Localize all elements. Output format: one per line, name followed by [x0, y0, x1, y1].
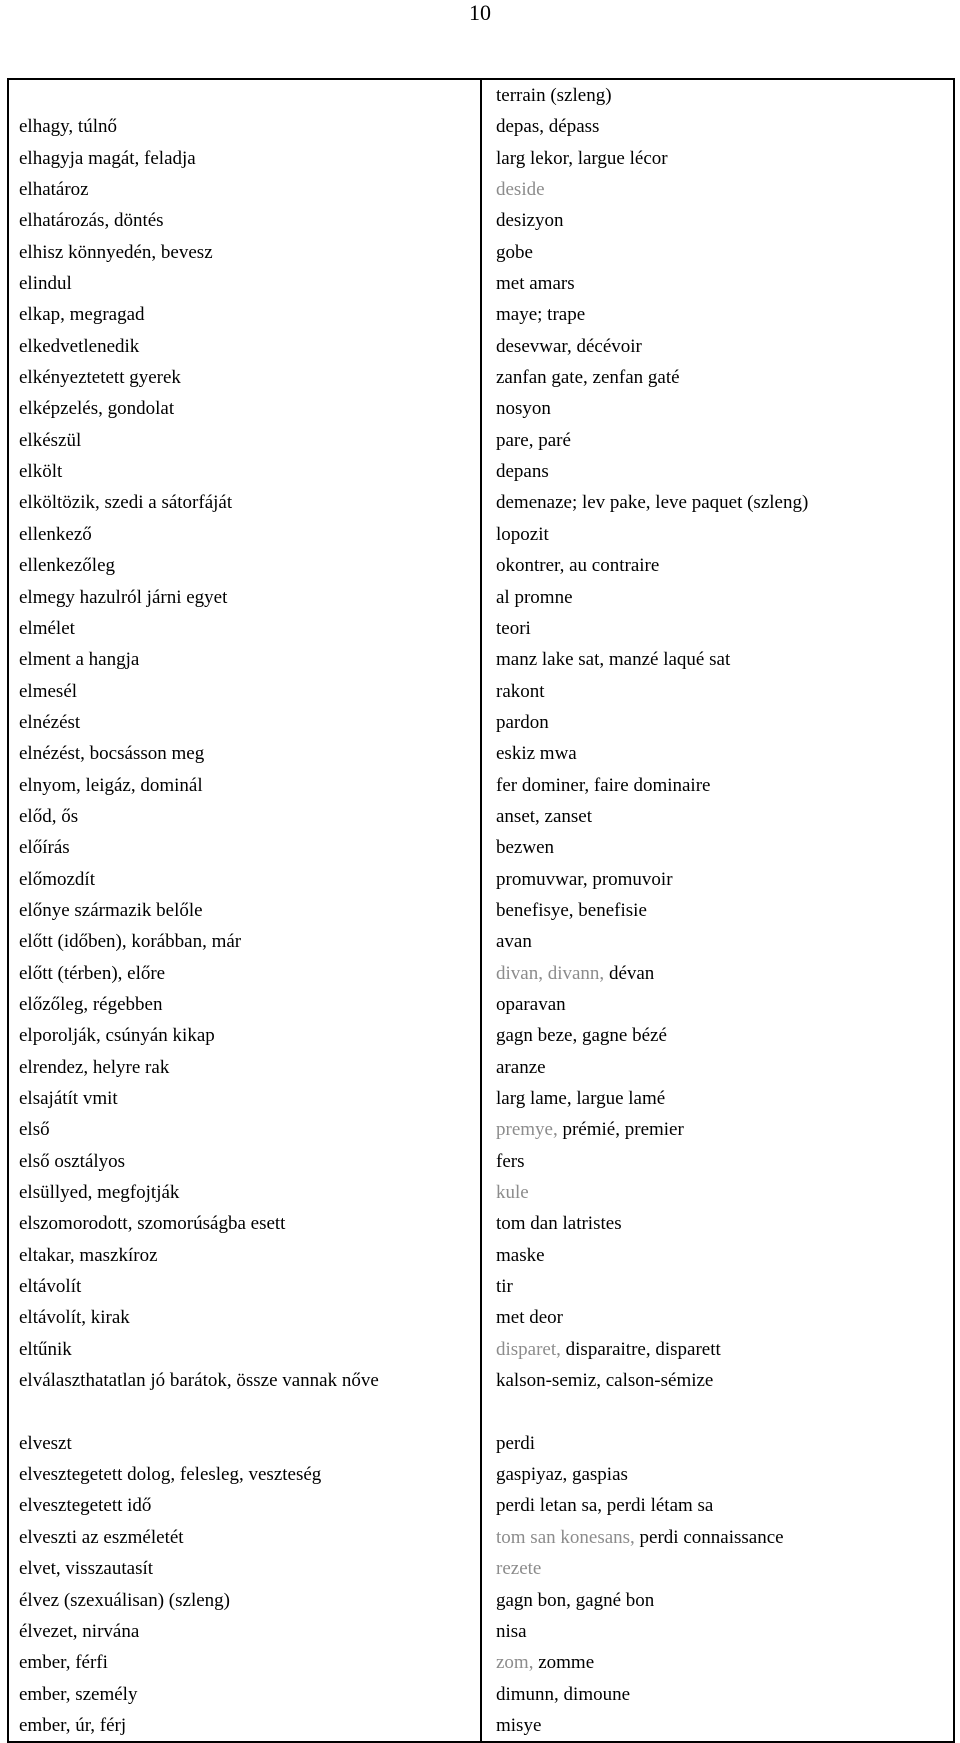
french-column — [481, 78, 955, 1743]
french-translation — [482, 1490, 953, 1521]
translation-segment-grey: tom san konesans, — [496, 1526, 635, 1548]
french-translation — [482, 1553, 953, 1584]
french-translation — [482, 1647, 953, 1678]
french-translation — [482, 1365, 953, 1428]
translation-segment: eskiz mwa — [496, 743, 577, 765]
translation-segment: depas, dépass — [496, 116, 600, 138]
translation-segment: oparavan — [496, 993, 566, 1015]
hungarian-term: elkényeztetett gyerek — [19, 367, 181, 389]
hungarian-term: élvez (szexuálisan) (szleng) — [19, 1589, 231, 1611]
hungarian-term: előnye származik belőle — [19, 899, 203, 921]
french-translation — [482, 1146, 953, 1177]
translation-segment-grey: rezete — [496, 1558, 542, 1580]
french-translation — [482, 1302, 953, 1333]
french-translation — [482, 1585, 953, 1616]
hungarian-term: elhagy, túlnő — [19, 116, 117, 138]
hungarian-term: elveszti az eszméletét — [19, 1526, 184, 1548]
hungarian-term: elképzelés, gondolat — [19, 398, 175, 420]
hungarian-term: előtt (térben), előre — [19, 962, 166, 984]
translation-segment: larg lame, largue lamé — [496, 1088, 666, 1109]
hungarian-term: elkölt — [19, 461, 63, 483]
translation-segment: aranze — [496, 1056, 546, 1078]
translation-segment: terrain (szleng) — [496, 85, 612, 106]
hungarian-term: első osztályos — [19, 1150, 126, 1172]
empty-cell — [9, 80, 480, 111]
french-translation — [482, 80, 953, 111]
hungarian-term: elnézést, bocsásson meg — [19, 743, 205, 765]
translation-segment: misye — [496, 1714, 542, 1736]
hungarian-term: elment a hangja — [19, 649, 140, 671]
translation-segment: met amars — [496, 273, 575, 295]
translation-segment: tir — [496, 1276, 513, 1298]
translation-segment: anset, zanset — [496, 805, 593, 827]
french-translation — [482, 1114, 953, 1145]
french-translation — [482, 205, 953, 236]
french-translation — [482, 425, 953, 456]
hungarian-term: elrendez, helyre rak — [19, 1056, 170, 1078]
translation-segment: nosyon — [496, 398, 551, 420]
french-translation — [482, 1334, 953, 1365]
french-translation — [482, 801, 953, 832]
translation-segment: promuvwar, promuvoir — [496, 868, 673, 890]
translation-segment: al promne — [496, 586, 573, 608]
hungarian-term: elsüllyed, megfojtják — [19, 1182, 180, 1204]
hungarian-term: elmélet — [19, 617, 75, 639]
hungarian-term: ember, férfi — [19, 1652, 108, 1674]
french-translation — [482, 832, 953, 863]
translation-segment: teori — [496, 617, 531, 639]
hungarian-term: előmozdít — [19, 868, 95, 890]
french-translation — [482, 676, 953, 707]
translation-segment: met deor — [496, 1307, 564, 1329]
translation-segment: nisa — [496, 1620, 527, 1642]
french-translation — [482, 487, 953, 518]
translation-segment: desizyon — [496, 210, 564, 232]
translation-segment-grey: divan, divann, — [496, 962, 605, 984]
hungarian-term: elkap, megragad — [19, 304, 145, 326]
french-translation — [482, 1710, 953, 1741]
hungarian-term: eltakar, maszkíroz — [19, 1244, 158, 1266]
hungarian-term: elválaszthatatlan jó barátok, össze vannak nőve — [19, 1370, 379, 1392]
french-translation — [482, 519, 953, 550]
translation-segment: larg lekor, largue lécor — [496, 147, 668, 169]
hungarian-term: eltávolít — [19, 1276, 82, 1298]
french-translation — [482, 1208, 953, 1239]
french-translation — [482, 770, 953, 801]
hungarian-term: elmegy hazulról járni egyet — [19, 586, 228, 608]
page-number: 10 — [469, 0, 491, 25]
hungarian-term: elkészül — [19, 429, 82, 451]
translation-segment: bezwen — [496, 837, 555, 859]
hungarian-column — [7, 78, 481, 1743]
translation-segment: demenaze; lev pake, leve paquet (szleng) — [496, 492, 809, 514]
french-translation — [482, 1679, 953, 1710]
translation-segment: kalson-semiz, calson-sémize — [496, 1370, 714, 1392]
translation-segment: desevwar, décévoir — [496, 335, 642, 357]
hungarian-term: elvesztegetett dolog, felesleg, veszteség — [19, 1464, 322, 1486]
hungarian-term: elindul — [19, 273, 72, 295]
french-translation — [482, 958, 953, 989]
translation-segment-grey: deside — [496, 179, 545, 201]
french-translation — [482, 268, 953, 299]
translation-segment: rakont — [496, 680, 545, 702]
hungarian-term: előírás — [19, 837, 70, 859]
translation-segment: pare, paré — [496, 429, 571, 451]
hungarian-term: elnézést — [19, 711, 81, 733]
translation-segment-grey: premye, — [496, 1119, 558, 1141]
french-translation — [482, 738, 953, 769]
french-translation — [482, 707, 953, 738]
translation-segment: benefisye, benefisie — [496, 899, 647, 921]
french-translation — [482, 989, 953, 1020]
french-translation — [482, 926, 953, 957]
hungarian-term: első — [19, 1119, 50, 1141]
translation-segment: fers — [496, 1150, 525, 1172]
translation-segment: prémié, premier — [557, 1119, 684, 1141]
hungarian-term: elhatároz — [19, 179, 89, 201]
hungarian-term: előzőleg, régebben — [19, 993, 163, 1015]
translation-segment: tom dan latristes — [496, 1213, 622, 1235]
translation-segment: gagn bon, gagné bon — [496, 1589, 655, 1611]
translation-segment: avan — [496, 931, 532, 953]
french-translation — [482, 1428, 953, 1459]
translation-segment: depans — [496, 461, 549, 483]
hungarian-term: ellenkezőleg — [19, 555, 116, 577]
translation-segment: gaspiyaz, gaspias — [496, 1464, 628, 1486]
hungarian-term: eltávolít, kirak — [19, 1307, 130, 1329]
hungarian-term: elnyom, leigáz, dominál — [19, 774, 203, 796]
translation-segment: perdi connaissance — [634, 1526, 784, 1548]
french-translation — [482, 456, 953, 487]
hungarian-term: elveszt — [19, 1432, 72, 1454]
french-translation — [482, 1240, 953, 1271]
french-translation — [482, 1459, 953, 1490]
hungarian-term: ember, úr, férj — [19, 1714, 127, 1736]
hungarian-term: ellenkező — [19, 523, 92, 545]
translation-segment: fer dominer, faire dominaire — [496, 774, 711, 796]
translation-segment-grey: kule — [496, 1182, 529, 1204]
hungarian-term: elsajátít vmit — [19, 1088, 118, 1109]
french-translation — [482, 613, 953, 644]
french-translation — [482, 393, 953, 424]
french-translation — [482, 1271, 953, 1302]
hungarian-term: elszomorodott, szomorúságba esett — [19, 1213, 286, 1235]
hungarian-term: élvezet, nirvána — [19, 1620, 140, 1642]
translation-segment: dimunn, dimoune — [496, 1683, 631, 1705]
hungarian-term: elhagyja magát, feladja — [19, 147, 196, 169]
translation-segment: gobe — [496, 241, 533, 263]
hungarian-term: elvet, visszautasít — [19, 1558, 154, 1580]
hungarian-term: elporolják, csúnyán kikap — [19, 1025, 215, 1047]
translation-segment: dévan — [604, 962, 655, 984]
translation-segment: zanfan gate, zenfan gaté — [496, 367, 680, 389]
translation-segment: perdi letan sa, perdi létam sa — [496, 1495, 714, 1517]
translation-segment-grey: zom, — [496, 1652, 534, 1674]
hungarian-term: elhatározás, döntés — [19, 210, 164, 232]
hungarian-term: előtt (időben), korábban, már — [19, 931, 242, 953]
french-translation — [482, 895, 953, 926]
translation-segment: maske — [496, 1244, 545, 1266]
hungarian-term: elköltözik, szedi a sátorfáját — [19, 492, 233, 514]
french-translation — [482, 237, 953, 268]
hungarian-term: előd, ős — [19, 805, 79, 827]
french-translation — [482, 644, 953, 675]
translation-segment: disparaitre, disparett — [560, 1338, 721, 1360]
french-translation — [482, 1052, 953, 1083]
french-translation — [482, 331, 953, 362]
hungarian-term: elvesztegetett idő — [19, 1495, 152, 1517]
translation-segment: lopozit — [496, 523, 549, 545]
french-translation — [482, 550, 953, 581]
translation-segment: perdi — [496, 1432, 536, 1454]
french-translation — [482, 299, 953, 330]
translation-segment: gagn beze, gagne bézé — [496, 1025, 667, 1047]
translation-segment: zomme — [533, 1652, 595, 1674]
french-translation — [482, 362, 953, 393]
translation-segment: maye; trape — [496, 304, 586, 326]
french-translation — [482, 1616, 953, 1647]
hungarian-term: elhisz könnyedén, bevesz — [19, 241, 213, 263]
french-translation — [482, 582, 953, 613]
translation-segment: manz lake sat, manzé laqué sat — [496, 649, 731, 671]
french-translation — [482, 1020, 953, 1051]
hungarian-term: elkedvetlenedik — [19, 335, 140, 357]
translation-segment-grey: disparet, — [496, 1338, 561, 1360]
french-translation — [482, 143, 953, 174]
french-translation — [482, 864, 953, 895]
french-translation — [482, 111, 953, 142]
french-translation — [482, 1177, 953, 1208]
hungarian-term: eltűnik — [19, 1338, 72, 1360]
hungarian-term: elmesél — [19, 680, 78, 702]
hungarian-term: ember, személy — [19, 1683, 138, 1705]
translation-segment: okontrer, au contraire — [496, 555, 660, 577]
french-translation — [482, 1522, 953, 1553]
french-translation — [482, 1083, 953, 1114]
translation-segment: pardon — [496, 711, 549, 733]
french-translation — [482, 174, 953, 205]
